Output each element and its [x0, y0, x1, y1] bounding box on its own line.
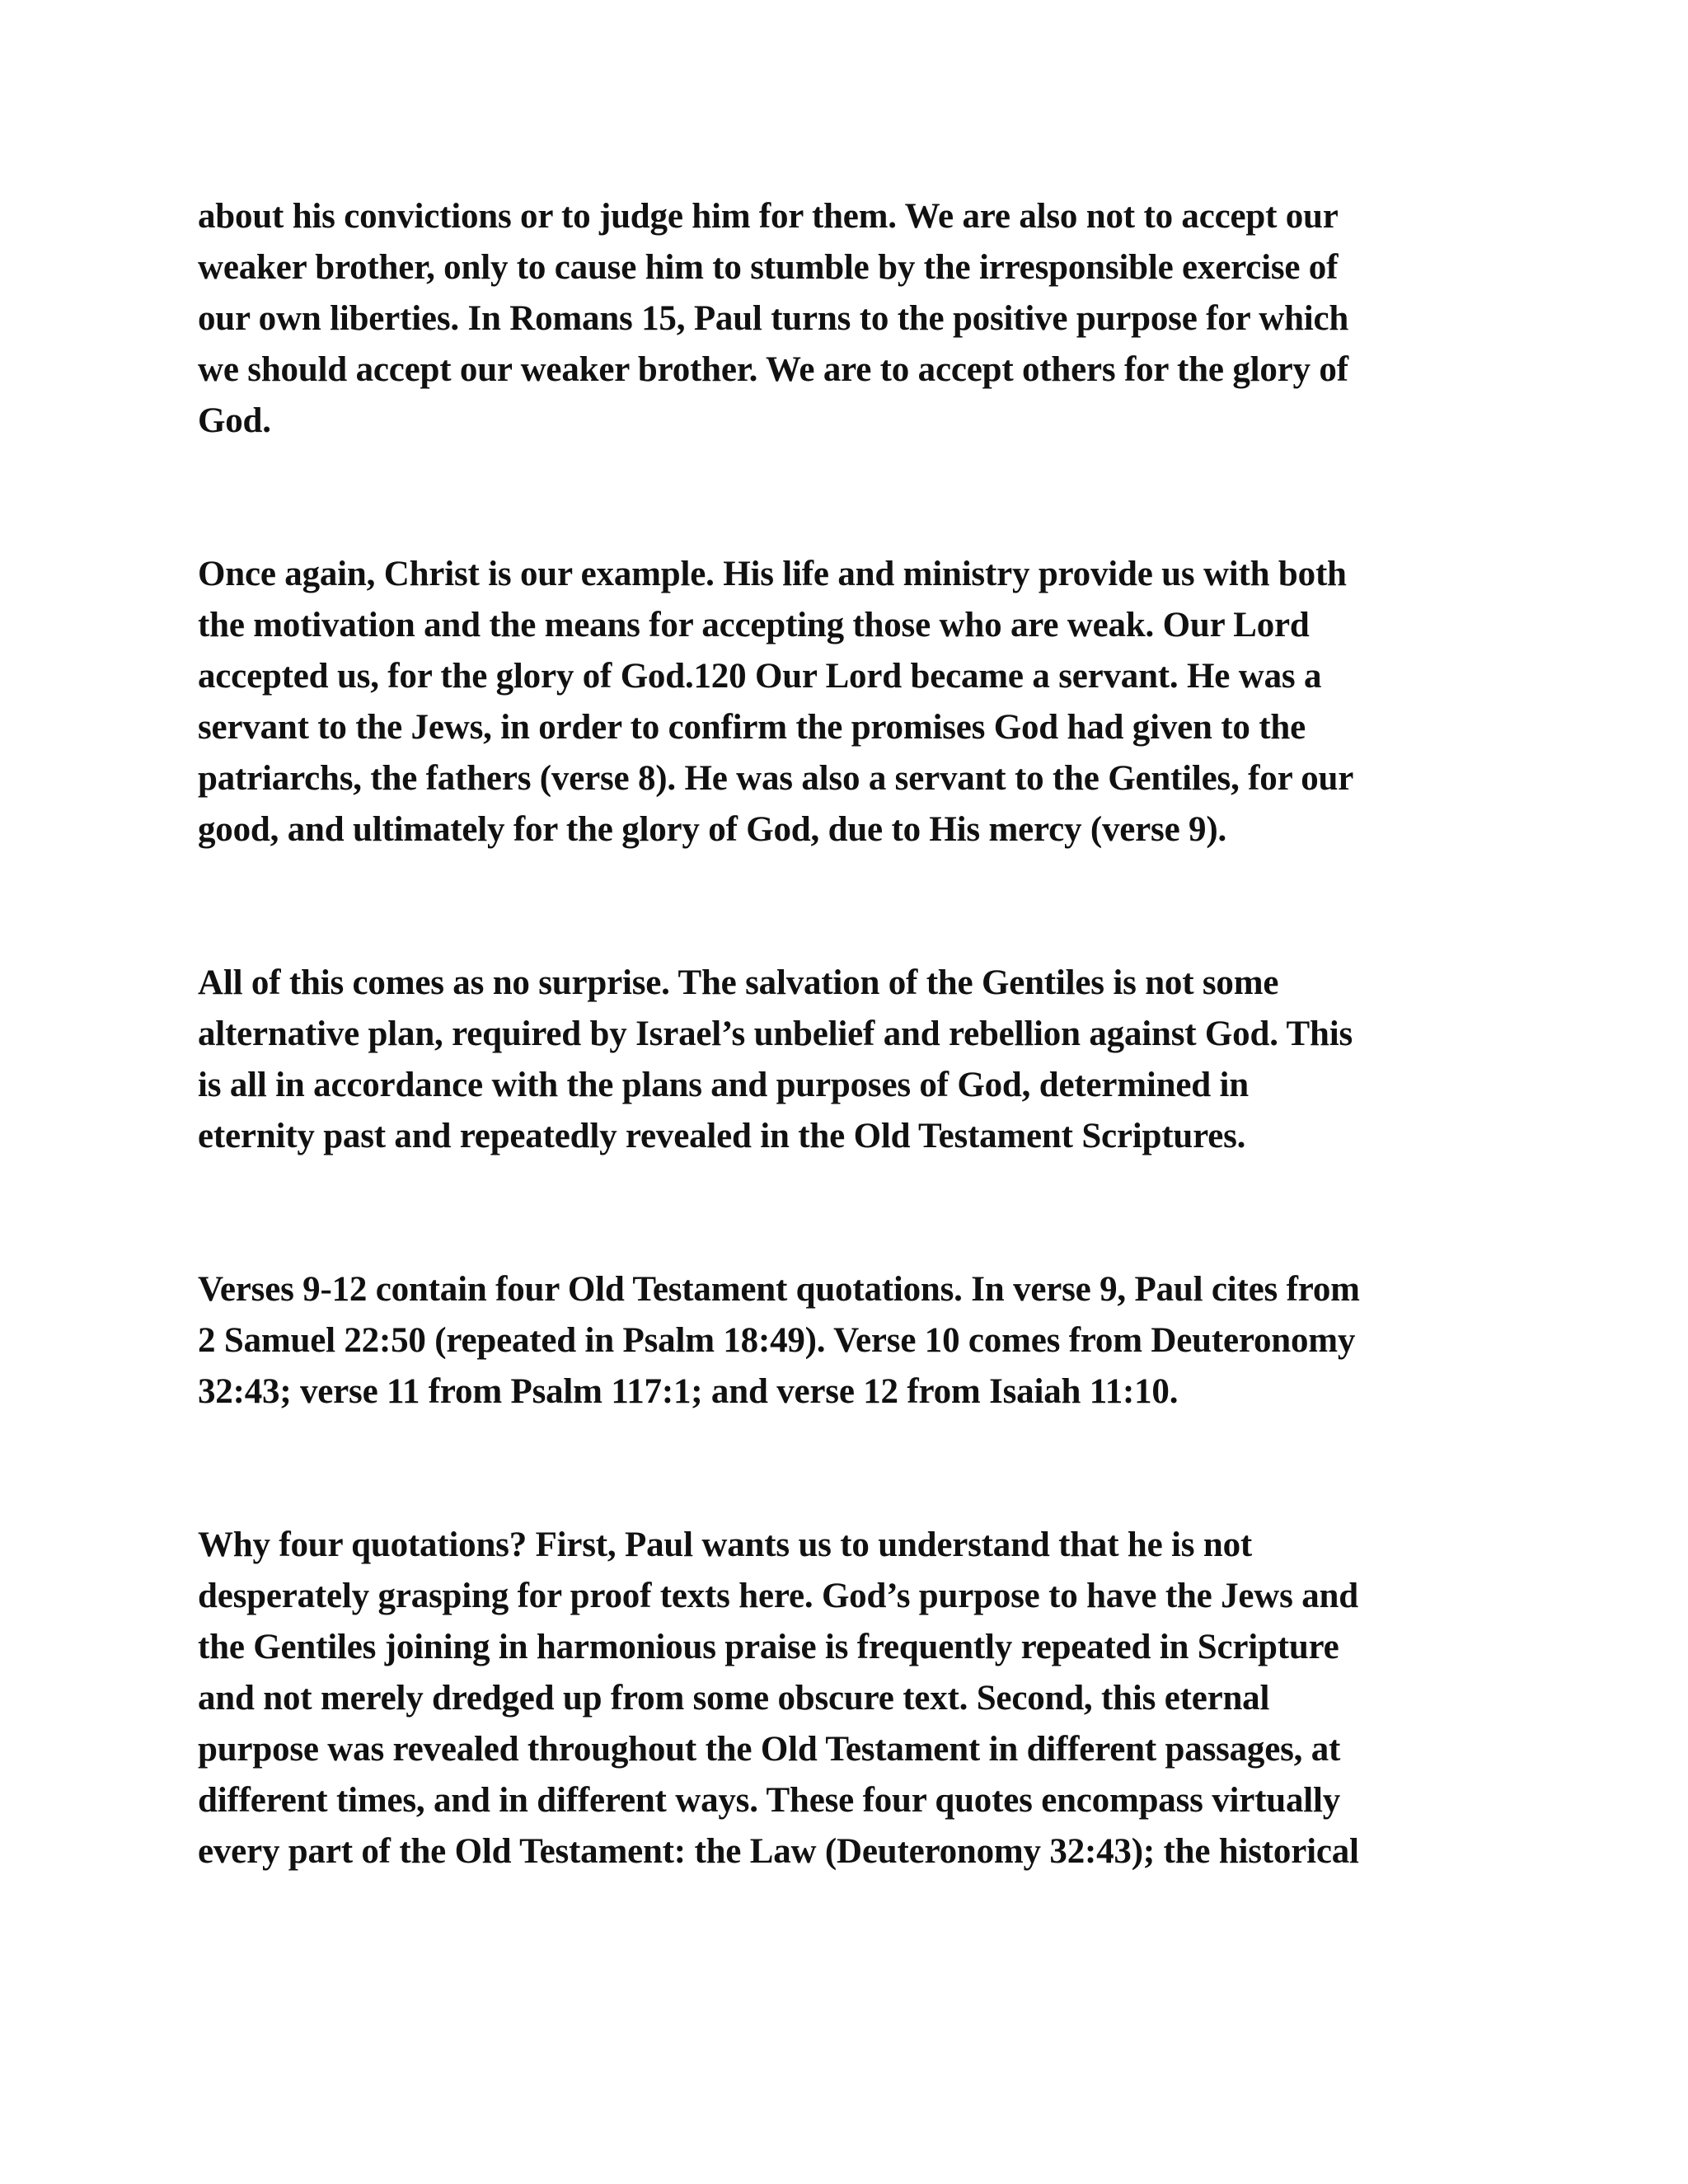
paragraph-2: Once again, Christ is our example. His life and ministry provide us with both the motivation and the means for accepting those who are weak. Our Lord accepted us, for the glory of God.120 Our Lord became a servant. He was a servant to the Jews, in order to confirm the promises God had given to the patriarchs, the fathers (verse 8). He was also a servant to the Gentiles, for our good, and ultimately for the glory of God, due to His mercy (verse 9).: [198, 555, 1354, 849]
paragraph-1: about his convictions or to judge him for them. We are also not to accept our weaker brother, only to cause him to stumble by the irresponsible exercise of our own liberties. In Romans 15, Paul turns to the positive purpose for which we should accept our weaker brother. We are to accept others for the glory of God.: [198, 197, 1349, 440]
paragraph-5: Why four quotations? First, Paul wants us to understand that he is not desperately grasping for proof texts here. God’s purpose to have the Jews and the Gentiles joining in harmonious praise is frequently repeated in Scripture and not merely dredged up from some obscure text. Second, this eternal purpose was revealed throughout the Old Testament in different passages, at different times, and in different ways. These four quotes encompass virtually every part of the Old Testament: the Law (Deuteronomy 32:43); the historical: [198, 1526, 1359, 1871]
document-body: [198, 191, 1517, 1877]
paragraph-3: All of this comes as no surprise. The salvation of the Gentiles is not some alternative plan, required by Israel’s unbelief and rebellion against God. This is all in accordance with the plans and purposes of God, determined in eternity past and repeatedly revealed in the Old Testament Scriptures.: [198, 963, 1353, 1155]
paragraph-4: Verses 9-12 contain four Old Testament quotations. In verse 9, Paul cites from 2 Samuel 22:50 (repeated in Psalm 18:49). Verse 10 comes from Deuteronomy 32:43; verse 11 from Psalm 117:1; and verse 12 from Isaiah 11:10.: [198, 1270, 1360, 1411]
